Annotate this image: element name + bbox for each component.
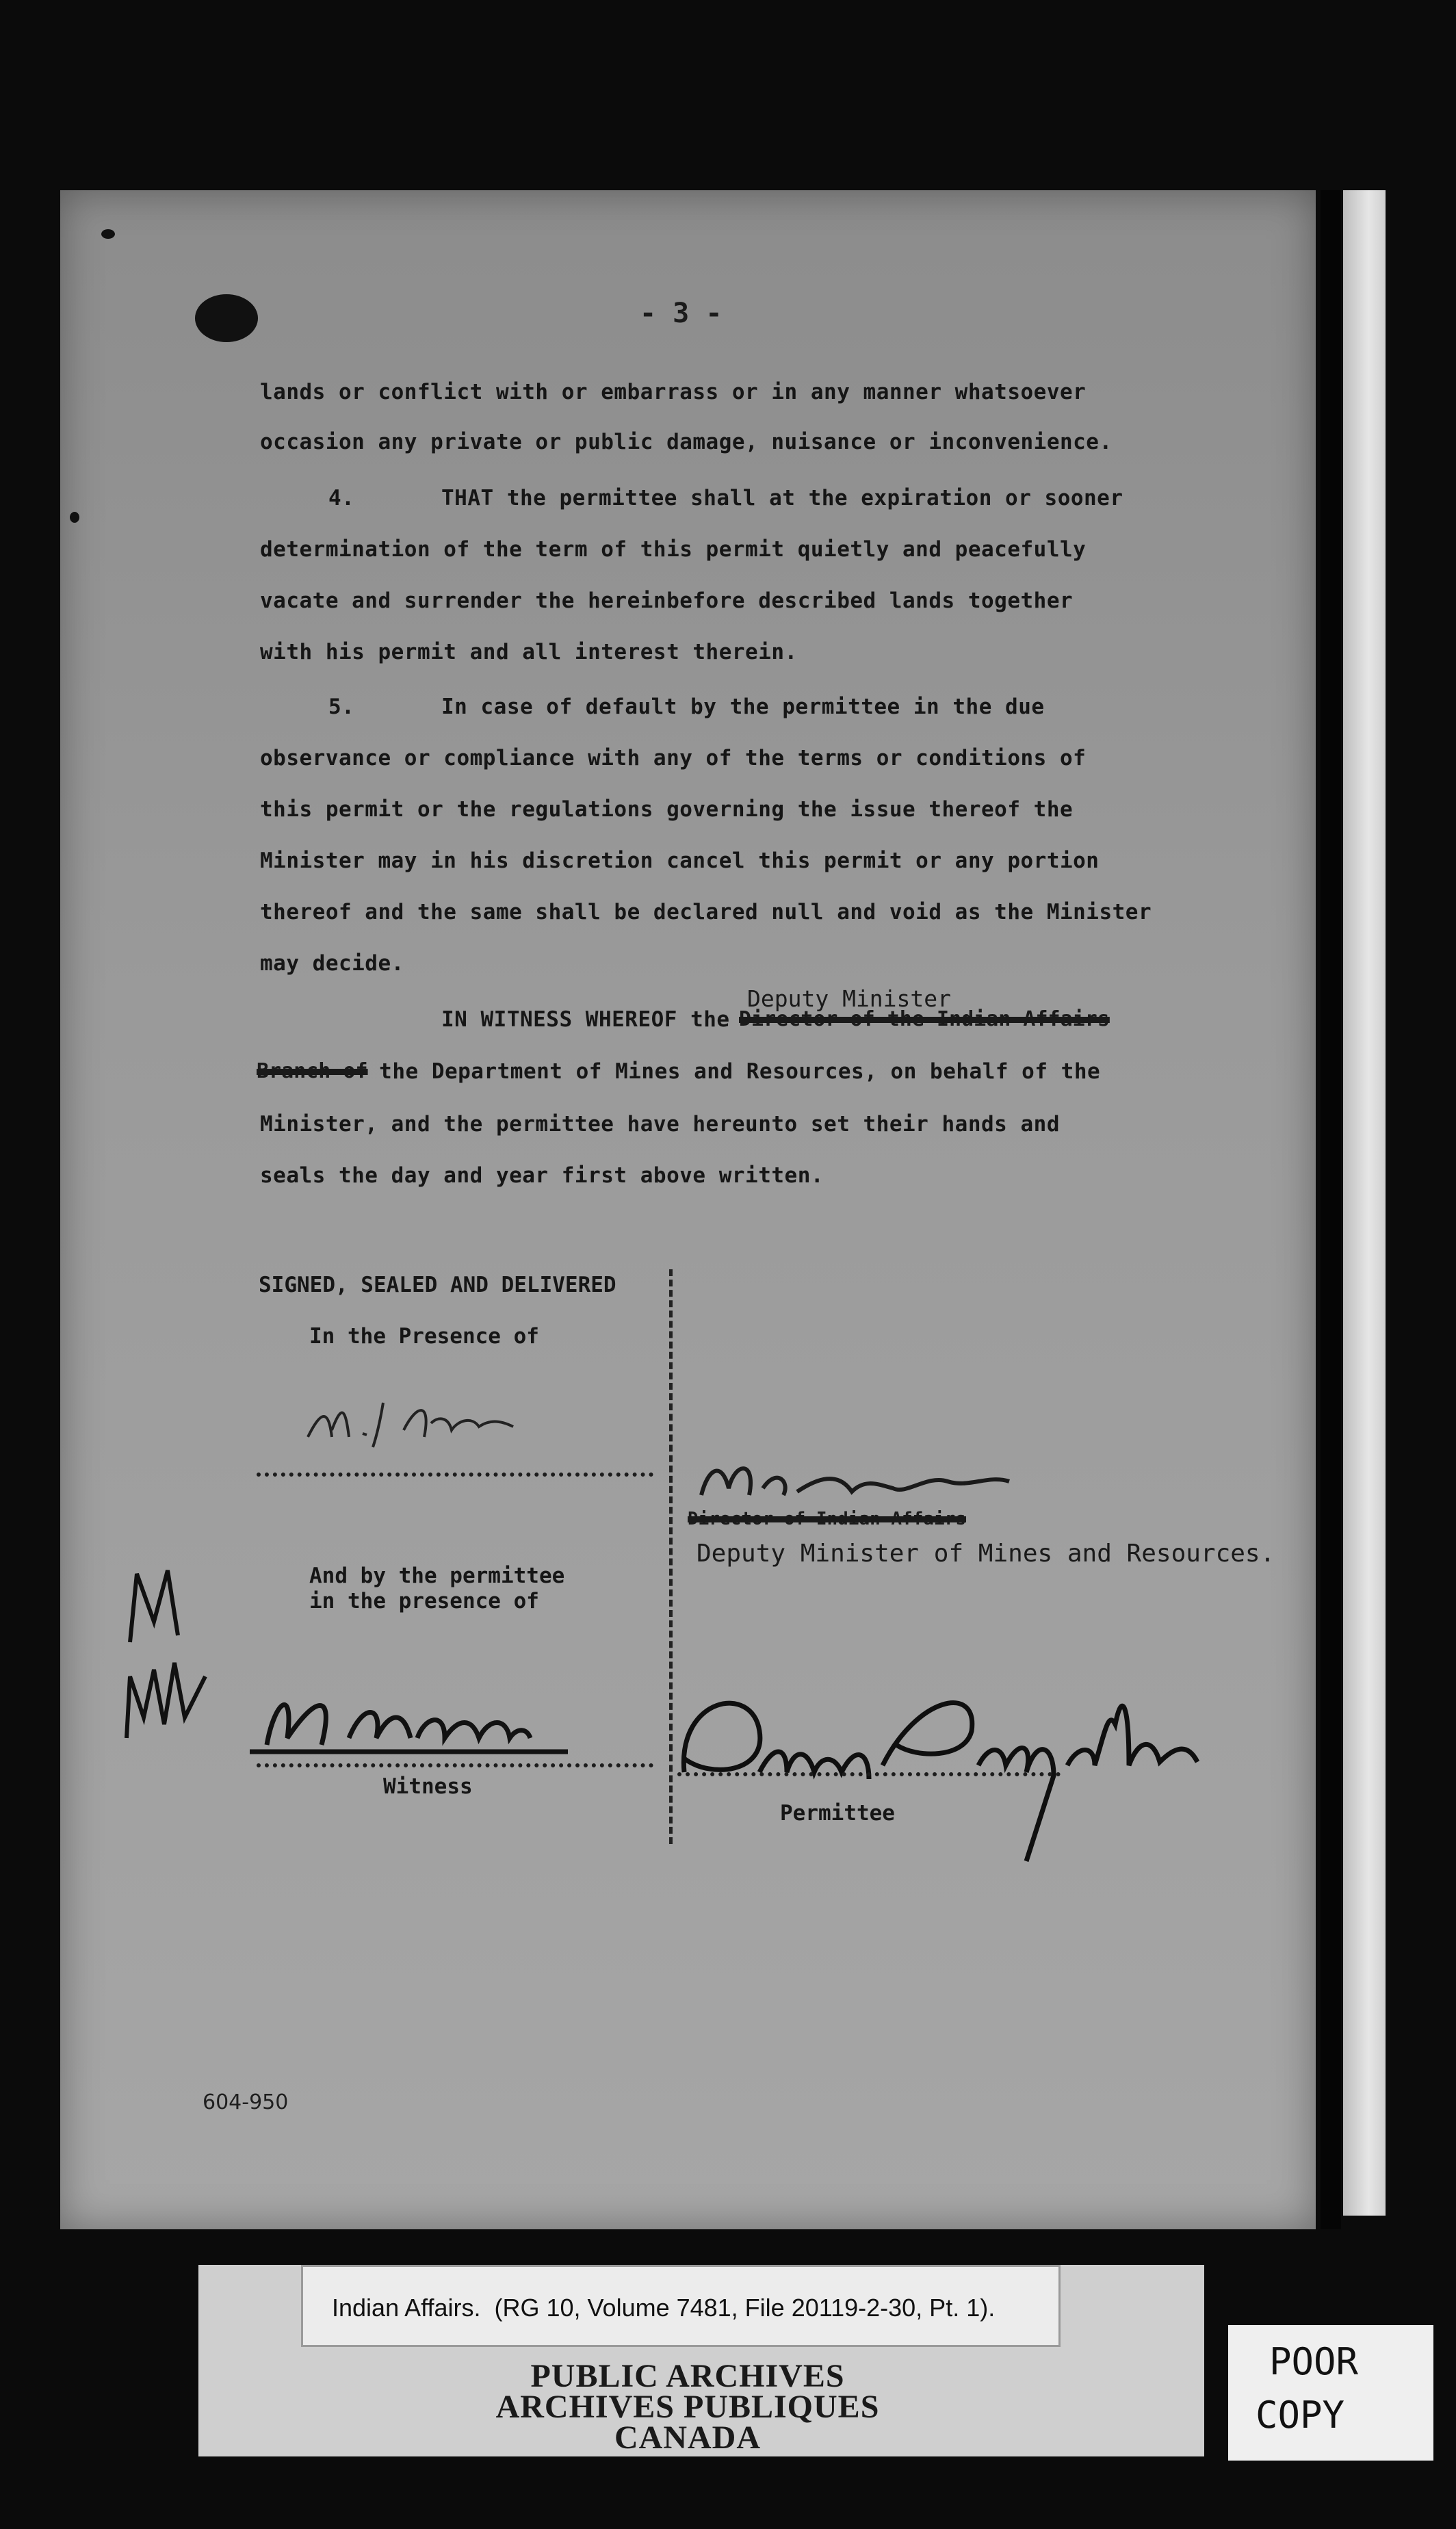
- poor-copy-text: POOR: [1269, 2340, 1359, 2383]
- text-line: In case of default by the permittee in the due: [441, 695, 1045, 719]
- archives-stamp-line: PUBLIC ARCHIVES: [530, 2358, 845, 2394]
- by-permittee-label: And by the permittee: [309, 1564, 565, 1588]
- text-line: occasion any private or public damage, nuisance or inconvenience.: [260, 430, 1113, 454]
- text-line: IN WITNESS WHEREOF the: [441, 1007, 730, 1032]
- ink-speck: [70, 512, 79, 523]
- text-line: with his permit and all interest therein.: [260, 640, 798, 664]
- form-number: 604-950: [203, 2090, 289, 2114]
- ink-speck: [101, 229, 115, 239]
- deputy-title: Deputy Minister of Mines and Resources.: [697, 1540, 1275, 1568]
- permittee-signature-image: [657, 1656, 1259, 1875]
- witness2-signature-line: [257, 1763, 653, 1767]
- struck-text: Director of the Indian Affairs: [739, 1007, 1110, 1031]
- text-line: lands or conflict with or embarrass or in any manner whatsoever: [260, 380, 1087, 404]
- witness1-signature-line: [257, 1473, 653, 1477]
- ink-blot: [195, 294, 258, 342]
- text-line: vacate and surrender the hereinbefore described lands together: [260, 588, 1074, 613]
- permittee-label: Permittee: [780, 1801, 895, 1826]
- struck-text: Branch of: [257, 1059, 368, 1083]
- text-line: determination of the term of this permit quietly and peacefully: [260, 537, 1087, 562]
- witness-label: Witness: [383, 1774, 473, 1799]
- text-line: THAT the permittee shall at the expiration or sooner: [441, 486, 1123, 510]
- in-presence-label: In the Presence of: [309, 1324, 539, 1349]
- in-presence-of-label: in the presence of: [309, 1589, 539, 1613]
- text-line: the Department of Mines and Resources, on behalf of the: [366, 1059, 1101, 1084]
- archives-stamp-line: ARCHIVES PUBLIQUES: [495, 2389, 880, 2425]
- archive-reference: Indian Affairs. (RG 10, Volume 7481, File 20119-2-30, Pt. 1).: [332, 2294, 996, 2322]
- text-line: this permit or the regulations governing the issue thereof the: [260, 797, 1074, 822]
- poor-copy-text: COPY: [1256, 2394, 1345, 2437]
- deputy-signature-image: [694, 1447, 1050, 1512]
- paragraph-number: 5.: [328, 695, 355, 719]
- poor-copy-note: [1228, 2325, 1433, 2461]
- next-page-edge: [1343, 190, 1386, 2216]
- text-line: seals the day and year first above written.: [260, 1163, 824, 1188]
- permittee-signature-line: [677, 1772, 1061, 1776]
- witness2-signature-image: [246, 1663, 602, 1772]
- text-line: thereof and the same shall be declared null and void as the Minister: [260, 900, 1152, 924]
- page-number: - 3 -: [640, 298, 723, 329]
- text-line: may decide.: [260, 951, 404, 976]
- struck-title: Director of Indian Affairs: [688, 1509, 966, 1529]
- text-line: observance or compliance with any of the terms or conditions of: [260, 746, 1087, 770]
- initials-mark: [116, 1560, 253, 1759]
- text-line: Minister may in his discretion cancel this permit or any portion: [260, 848, 1100, 873]
- text-line: Minister, and the permittee have hereunto set their hands and: [260, 1112, 1060, 1137]
- witness1-signature-image: [301, 1382, 527, 1457]
- signed-sealed-heading: SIGNED, SEALED AND DELIVERED: [259, 1273, 616, 1297]
- page-edge-shadow: [1321, 190, 1341, 2229]
- inserted-title: Deputy Minister: [747, 985, 952, 1012]
- archives-stamp-line: CANADA: [614, 2420, 761, 2456]
- paragraph-number: 4.: [328, 486, 355, 510]
